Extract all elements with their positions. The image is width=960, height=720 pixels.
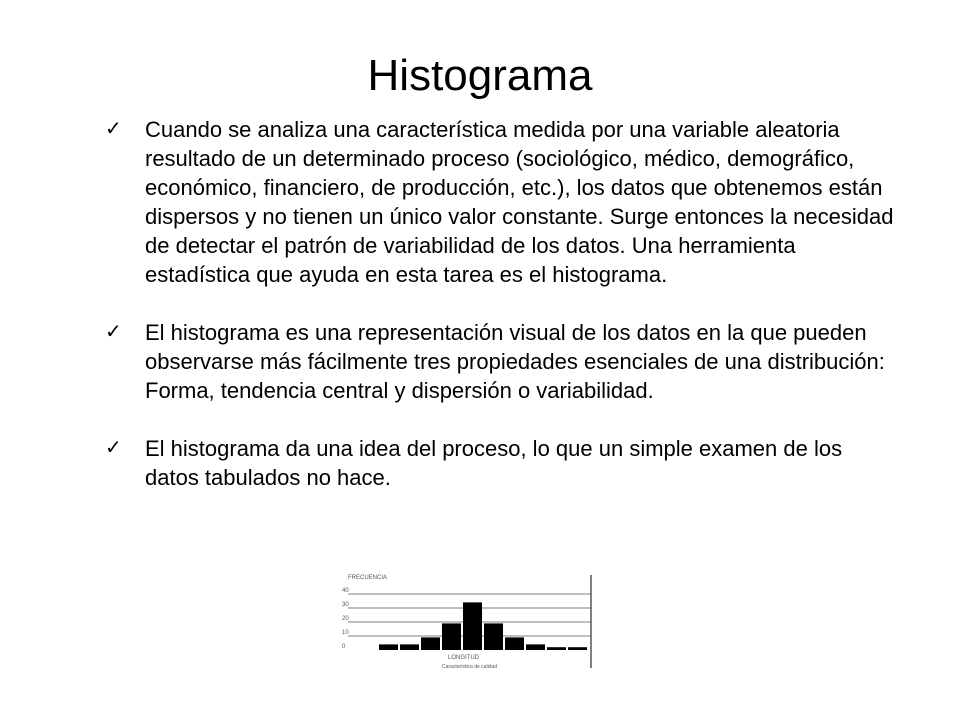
x-axis-label: LONGITUD bbox=[448, 655, 480, 661]
y-tick-label: 0 bbox=[342, 644, 346, 650]
histogram-bar bbox=[505, 637, 524, 650]
histogram-bar bbox=[400, 644, 419, 650]
bullet-text: Cuando se analiza una característica medida por una variable aleatoria resultado de un determinado proceso (sociológico, médico, demográfico, económico, financiero, de producción, etc.), los datos que obtenemos están dispersos y no tienen un único valor constante. Surge entonces la necesidad de detectar el patrón de variabilidad de los datos. Una herramienta estadística que ayuda en esta tarea es el histograma. bbox=[145, 117, 894, 287]
bullet-text: El histograma es una representación visual de los datos en la que pueden observarse más fácilmente tres propiedades esenciales de una distribución: Forma, tendencia central y dispersión o variabilidad. bbox=[145, 320, 885, 403]
x-axis-sublabel: Característica de calidad bbox=[442, 664, 498, 670]
bullet-item bbox=[100, 318, 900, 405]
bullet-item bbox=[100, 115, 900, 289]
histogram-bar bbox=[463, 602, 482, 650]
histogram-bar bbox=[379, 644, 398, 650]
histogram-chart bbox=[338, 572, 598, 672]
checkmark-icon: ✓ bbox=[105, 321, 122, 343]
histogram-bar bbox=[442, 623, 461, 650]
histogram-bar bbox=[526, 644, 545, 650]
y-tick-label: 10 bbox=[342, 630, 349, 636]
checkmark-icon: ✓ bbox=[105, 118, 122, 140]
y-tick-labels bbox=[342, 588, 349, 650]
checkmark-icon: ✓ bbox=[105, 437, 122, 459]
histogram-bar bbox=[421, 637, 440, 650]
slide-title: Histograma bbox=[367, 51, 593, 100]
bullet-list bbox=[100, 115, 900, 521]
histogram-bar bbox=[547, 647, 566, 650]
y-tick-label: 40 bbox=[342, 588, 349, 594]
bullet-text: El histograma da una idea del proceso, lo que un simple examen de los datos tabulados no hace. bbox=[145, 436, 843, 490]
histogram-bars bbox=[379, 602, 587, 650]
bullet-item bbox=[100, 434, 900, 492]
y-axis-label: FRECUENCIA bbox=[348, 575, 388, 581]
y-tick-label: 20 bbox=[342, 616, 349, 622]
y-tick-label: 30 bbox=[342, 602, 349, 608]
histogram-bar bbox=[568, 647, 587, 650]
histogram-bar bbox=[484, 623, 503, 650]
